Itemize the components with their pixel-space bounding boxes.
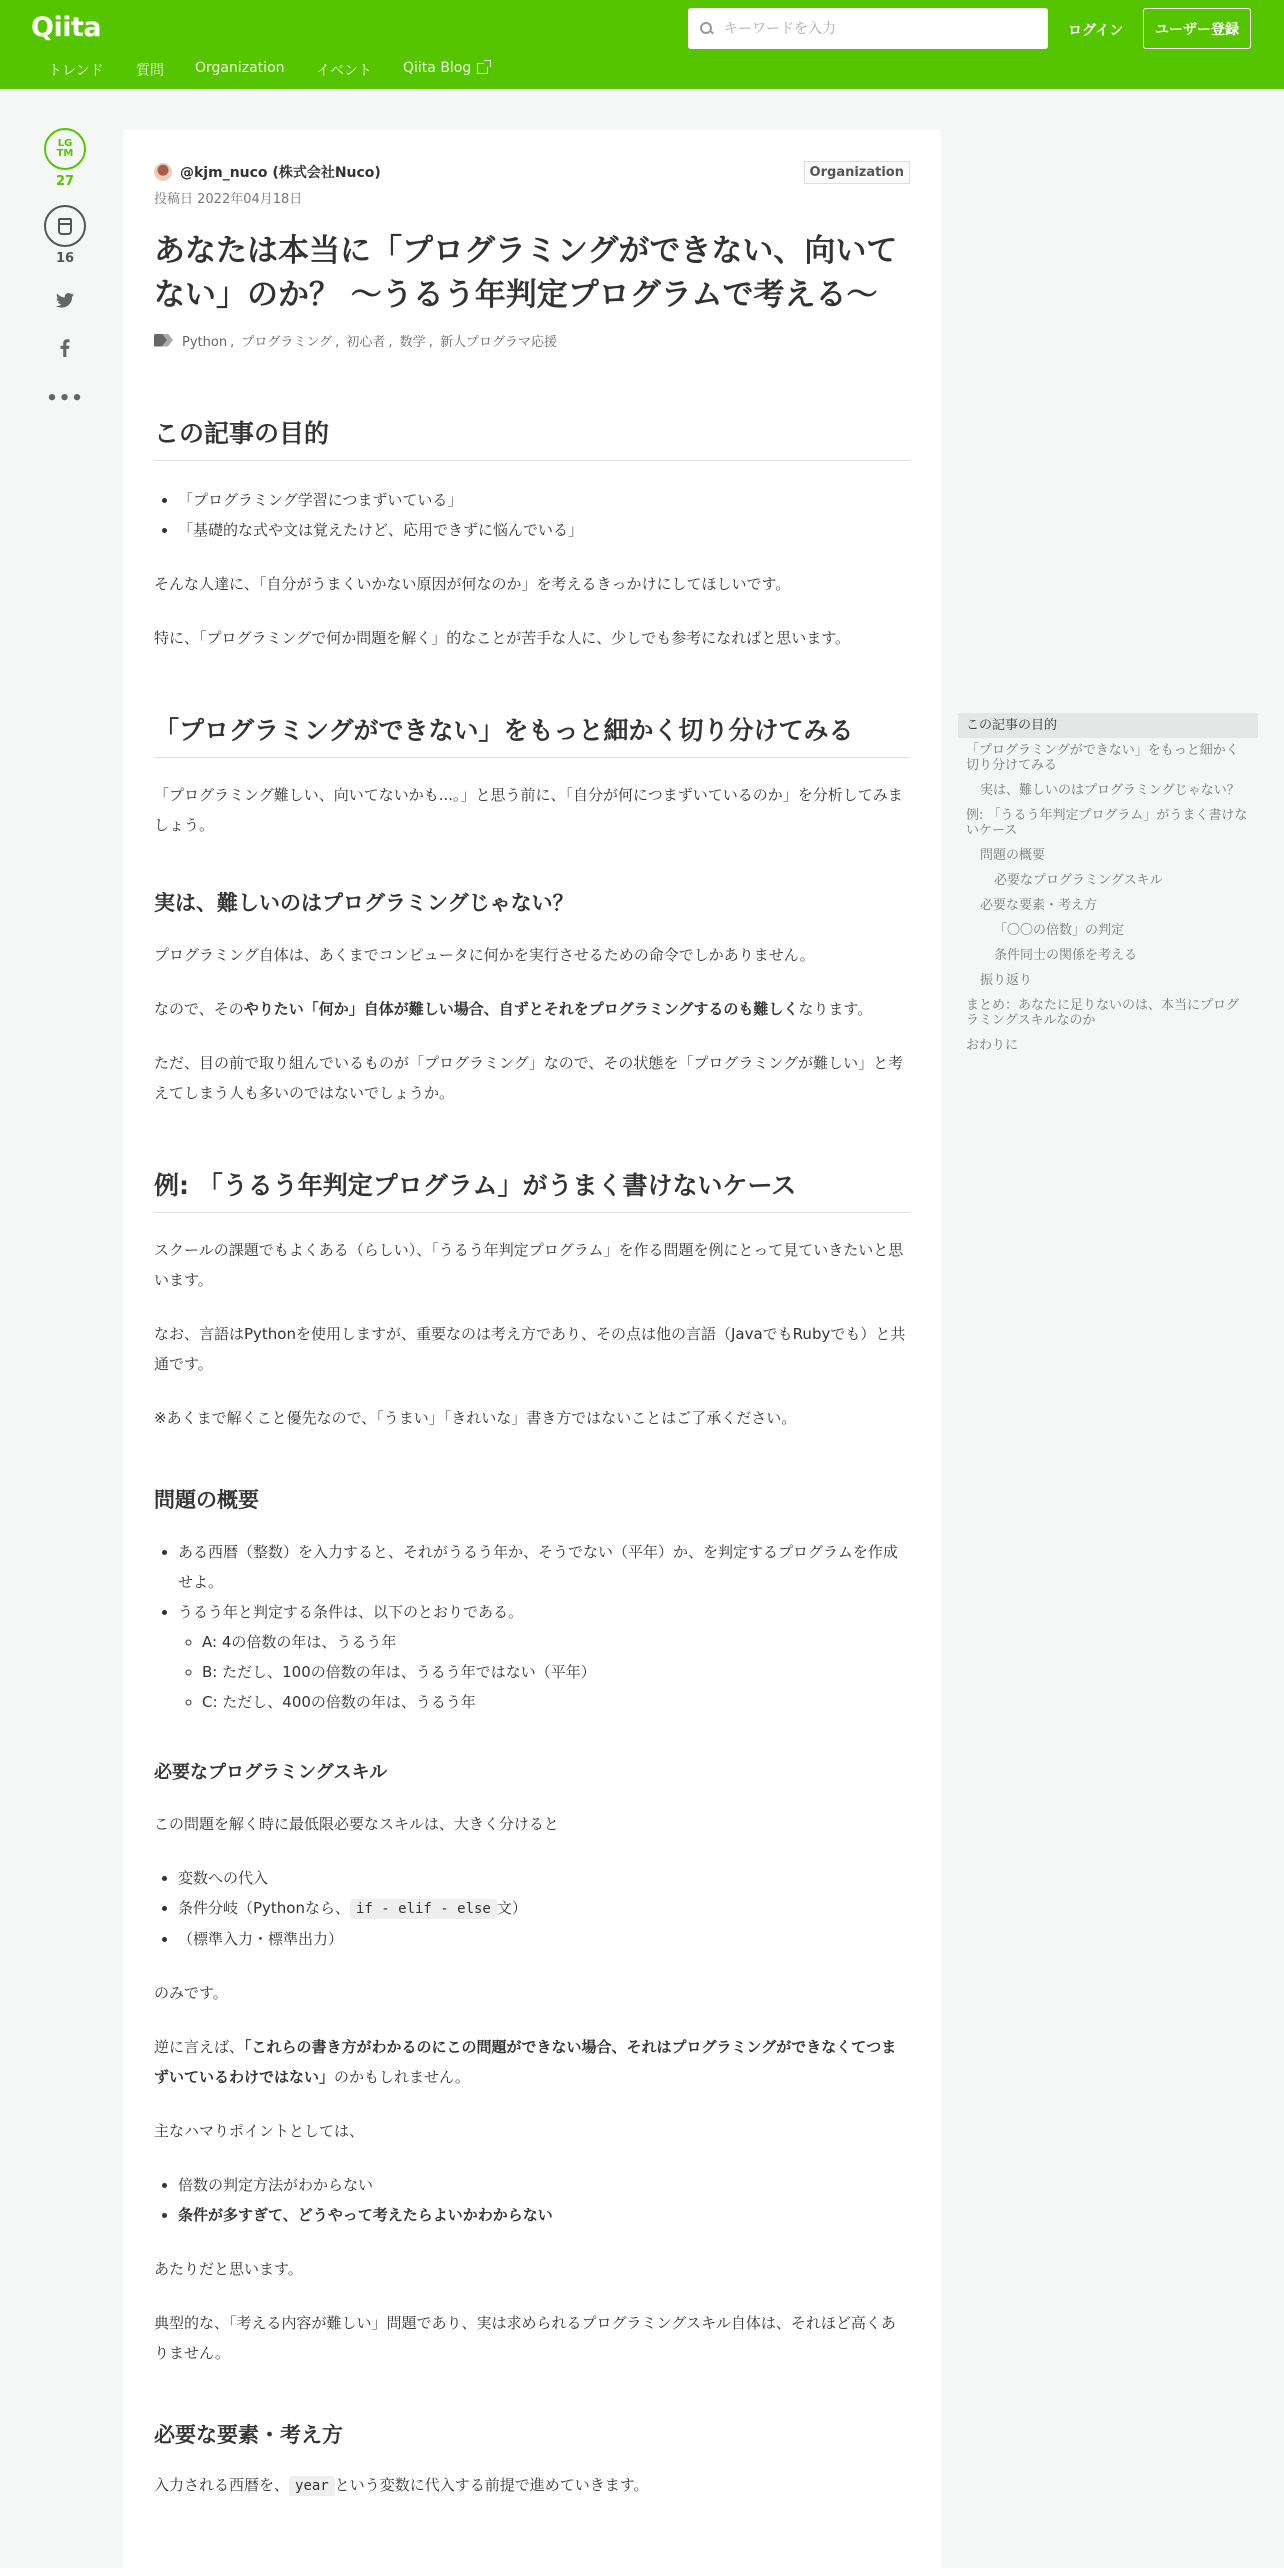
paragraph <box>154 2032 910 2092</box>
paragraph: あたりだと思います。 <box>154 2260 303 2278</box>
avatar <box>154 163 172 181</box>
text: 条件分岐（Pythonなら、 <box>178 1899 350 1917</box>
nav-trend[interactable]: トレンド <box>48 63 104 79</box>
paragraph: なお、言語はPythonを使用しますが、重要なのは考え方であり、その点は他の言語（JavaでもRubyでも）と共通です。 <box>154 1325 906 1373</box>
lgtm-icon-top: LG <box>57 138 73 149</box>
nav-qiita-blog[interactable] <box>403 60 488 76</box>
nav-event[interactable]: イベント <box>316 63 372 79</box>
inline-code: year <box>289 2476 335 2496</box>
list-item: • ある西暦（整数）を入力すると、それがうるう年か、そうでない（平年）か、を判定するプログラムを作成せよ。 <box>178 1537 910 1597</box>
more-icon[interactable]: ••• <box>46 388 84 409</box>
lgtm-icon-bottom: TM <box>56 148 74 159</box>
heading-purpose: この記事の目的 <box>154 416 910 461</box>
overview-sublist <box>178 1627 910 1717</box>
facebook-icon[interactable] <box>43 339 87 362</box>
text: なので、その <box>154 1000 244 1018</box>
tag-newbie[interactable]: 新人プログラマ応援 <box>439 335 557 350</box>
heading-overview: 問題の概要 <box>154 1488 259 1512</box>
tag-programming[interactable]: プログラミング <box>241 335 333 350</box>
author-row <box>154 160 910 184</box>
tag-math[interactable]: 数学 <box>399 335 426 350</box>
list-item: • 「プログラミング学習につまずいている」 <box>178 485 910 515</box>
stock-count: 16 <box>55 251 75 266</box>
text: うるう年と判定する条件は、以下のとおりである。 <box>178 1603 524 1621</box>
article-title: あなたは本当に「プログラミングができない、向いてない」のか？ 〜うるう年判定プログラムで考える〜 <box>154 233 898 313</box>
tag-list: Python , プログラミング , 初心者 , 数学 , 新人プログラマ応援 <box>154 331 910 350</box>
author-name: @kjm_nuco (株式会社Nuco) <box>180 165 381 181</box>
paragraph: スクールの課題でもよくある（らしい）、「うるう年判定プログラム」を作る問題を例にとって見ていきたいと思います。 <box>154 1241 904 1289</box>
purpose-list <box>154 485 910 545</box>
heading-skill: 必要なプログラミングスキル <box>154 1762 388 1783</box>
search-icon <box>700 22 714 36</box>
tag-beginner[interactable]: 初心者 <box>346 335 386 350</box>
nav-question[interactable]: 質問 <box>136 63 164 79</box>
table-of-contents <box>958 713 1258 1058</box>
inline-code: if - elif - else <box>350 1899 497 1919</box>
stock-icon <box>58 218 72 235</box>
paragraph: 典型的な、「考える内容が難しい」問題であり、実は求められるプログラミングスキル自体は、それほど高くありません。 <box>154 2314 896 2362</box>
tag-icon <box>154 334 174 348</box>
text: という変数に代入する前提で進めていきます。 <box>334 2476 649 2494</box>
list-item: ◦ C: ただし、400の倍数の年は、うるう年 <box>202 1687 910 1717</box>
bold-text: やりたい「何か」自体が難しい場合、自ずとそれをプログラミングするのも難しく <box>243 1000 799 1018</box>
toc-item[interactable]: おわりに <box>966 1038 1019 1053</box>
toc-item[interactable]: 必要なプログラミングスキル <box>994 873 1163 888</box>
paragraph: のみです。 <box>154 1984 228 2002</box>
global-header <box>0 0 1284 89</box>
paragraph: 主なハマりポイントとしては、 <box>154 2122 365 2140</box>
heading-split: 「プログラミングができない」をもっと細かく切り分けてみる <box>154 713 910 758</box>
paragraph <box>154 994 910 1024</box>
toc-item[interactable]: 「プログラミングができない」をもっと細かく切り分けてみる <box>966 743 1239 773</box>
skill-list <box>154 1863 910 1954</box>
heading-not-programming: 実は、難しいのはプログラミングじゃない？ <box>154 891 574 915</box>
text: のかもしれません。 <box>334 2068 470 2086</box>
toc-item[interactable]: 条件同士の関係を考える <box>994 948 1138 963</box>
paragraph: ※あくまで解くこと優先なので、「うまい」「きれいな」書き方ではないことはご了承ください。 <box>154 1409 797 1427</box>
toc-item[interactable]: 必要な要素・考え方 <box>980 898 1098 913</box>
author-link[interactable] <box>154 162 381 182</box>
search-box[interactable] <box>688 8 1048 49</box>
paragraph: ただ、目の前で取り組んでいるものが「プログラミング」なので、その状態を「プログラミングが難しい」と考えてしまう人も多いのではないでしょうか。 <box>154 1054 904 1102</box>
search-input[interactable] <box>724 21 1024 37</box>
text: 逆に言えば、 <box>154 2038 245 2056</box>
list-item: • 「基礎的な式や文は覚えたけど、応用できずに悩んでいる」 <box>178 515 910 545</box>
text: 入力される西暦を、 <box>154 2476 290 2494</box>
toc-item[interactable]: この記事の目的 <box>958 713 1258 738</box>
qiita-logo[interactable]: Qiita <box>31 12 102 43</box>
article-card <box>123 130 941 2568</box>
paragraph: そんな人達に、「自分がうまくいかない原因が何なのか」を考えるきっかけにしてほしいです。 <box>154 575 791 593</box>
article-content <box>154 160 910 2501</box>
signup-button[interactable]: ユーザー登録 <box>1143 8 1251 49</box>
list-item: • 条件が多すぎて、どうやって考えたらよいかわからない <box>178 2200 910 2230</box>
posted-date: 投稿日 2022年04月18日 <box>154 192 303 207</box>
toc-item[interactable]: 実は、難しいのはプログラミングじゃない？ <box>980 783 1240 798</box>
paragraph: この問題を解く時に最低限必要なスキルは、大きく分けると <box>154 1815 559 1833</box>
list-item <box>178 1597 910 1717</box>
list-item: • 倍数の判定方法がわからない <box>178 2170 910 2200</box>
lgtm-count: 27 <box>55 174 75 189</box>
text: なります。 <box>798 1000 873 1018</box>
nav-qiita-blog-label: Qiita Blog <box>403 60 472 76</box>
bold-text: 「これらの書き方がわかるのにこの問題ができない場合、それはプログラミングができなくてつまずいているわけではない」 <box>154 2038 897 2086</box>
organization-badge[interactable]: Organization <box>804 161 910 184</box>
overview-list <box>154 1537 910 1717</box>
tag-python[interactable]: Python <box>182 335 228 350</box>
lgtm-button[interactable] <box>44 128 86 170</box>
paragraph <box>154 2470 910 2501</box>
list-item: ◦ B: ただし、100の倍数の年は、うるう年ではない（平年） <box>202 1657 910 1687</box>
external-link-icon <box>477 63 488 74</box>
toc-item[interactable]: 例: 「うるう年判定プログラム」がうまく書けないケース <box>966 808 1248 838</box>
list-item: • （標準入力・標準出力） <box>178 1924 910 1954</box>
article-actions <box>43 128 87 409</box>
lgtm-action <box>43 128 87 189</box>
toc-item[interactable]: 振り返り <box>980 973 1033 988</box>
twitter-icon[interactable] <box>43 292 87 313</box>
toc-item[interactable]: 「〇〇の倍数」の判定 <box>994 923 1125 938</box>
list-item <box>178 1893 910 1924</box>
paragraph: プログラミング自体は、あくまでコンピュータに何かを実行させるための命令でしかありません。 <box>154 946 815 964</box>
paragraph: 特に、「プログラミングで何か問題を解く」的なことが苦手な人に、少しでも参考になればと思います。 <box>154 629 851 647</box>
pitfall-list <box>154 2170 910 2230</box>
nav-organization[interactable]: Organization <box>195 60 285 76</box>
toc-item[interactable]: まとめ：あなたに足りないのは、本当にプログラミングスキルなのか <box>966 998 1240 1028</box>
stock-button[interactable] <box>44 205 86 247</box>
heading-elements: 必要な要素・考え方 <box>154 2423 343 2447</box>
heading-example: 例: 「うるう年判定プログラム」がうまく書けないケース <box>154 1168 910 1213</box>
text: 文） <box>496 1899 527 1917</box>
toc-item[interactable]: 問題の概要 <box>980 848 1046 863</box>
paragraph: 「プログラミング難しい、向いてないかも...。」と思う前に、「自分が何につまずいているのか」を分析してみましょう。 <box>154 786 903 834</box>
list-item: • 変数への代入 <box>178 1863 910 1893</box>
login-button[interactable]: ログイン <box>1068 23 1124 39</box>
list-item: ◦ A: 4の倍数の年は、うるう年 <box>202 1627 910 1657</box>
stock-action <box>43 189 87 266</box>
